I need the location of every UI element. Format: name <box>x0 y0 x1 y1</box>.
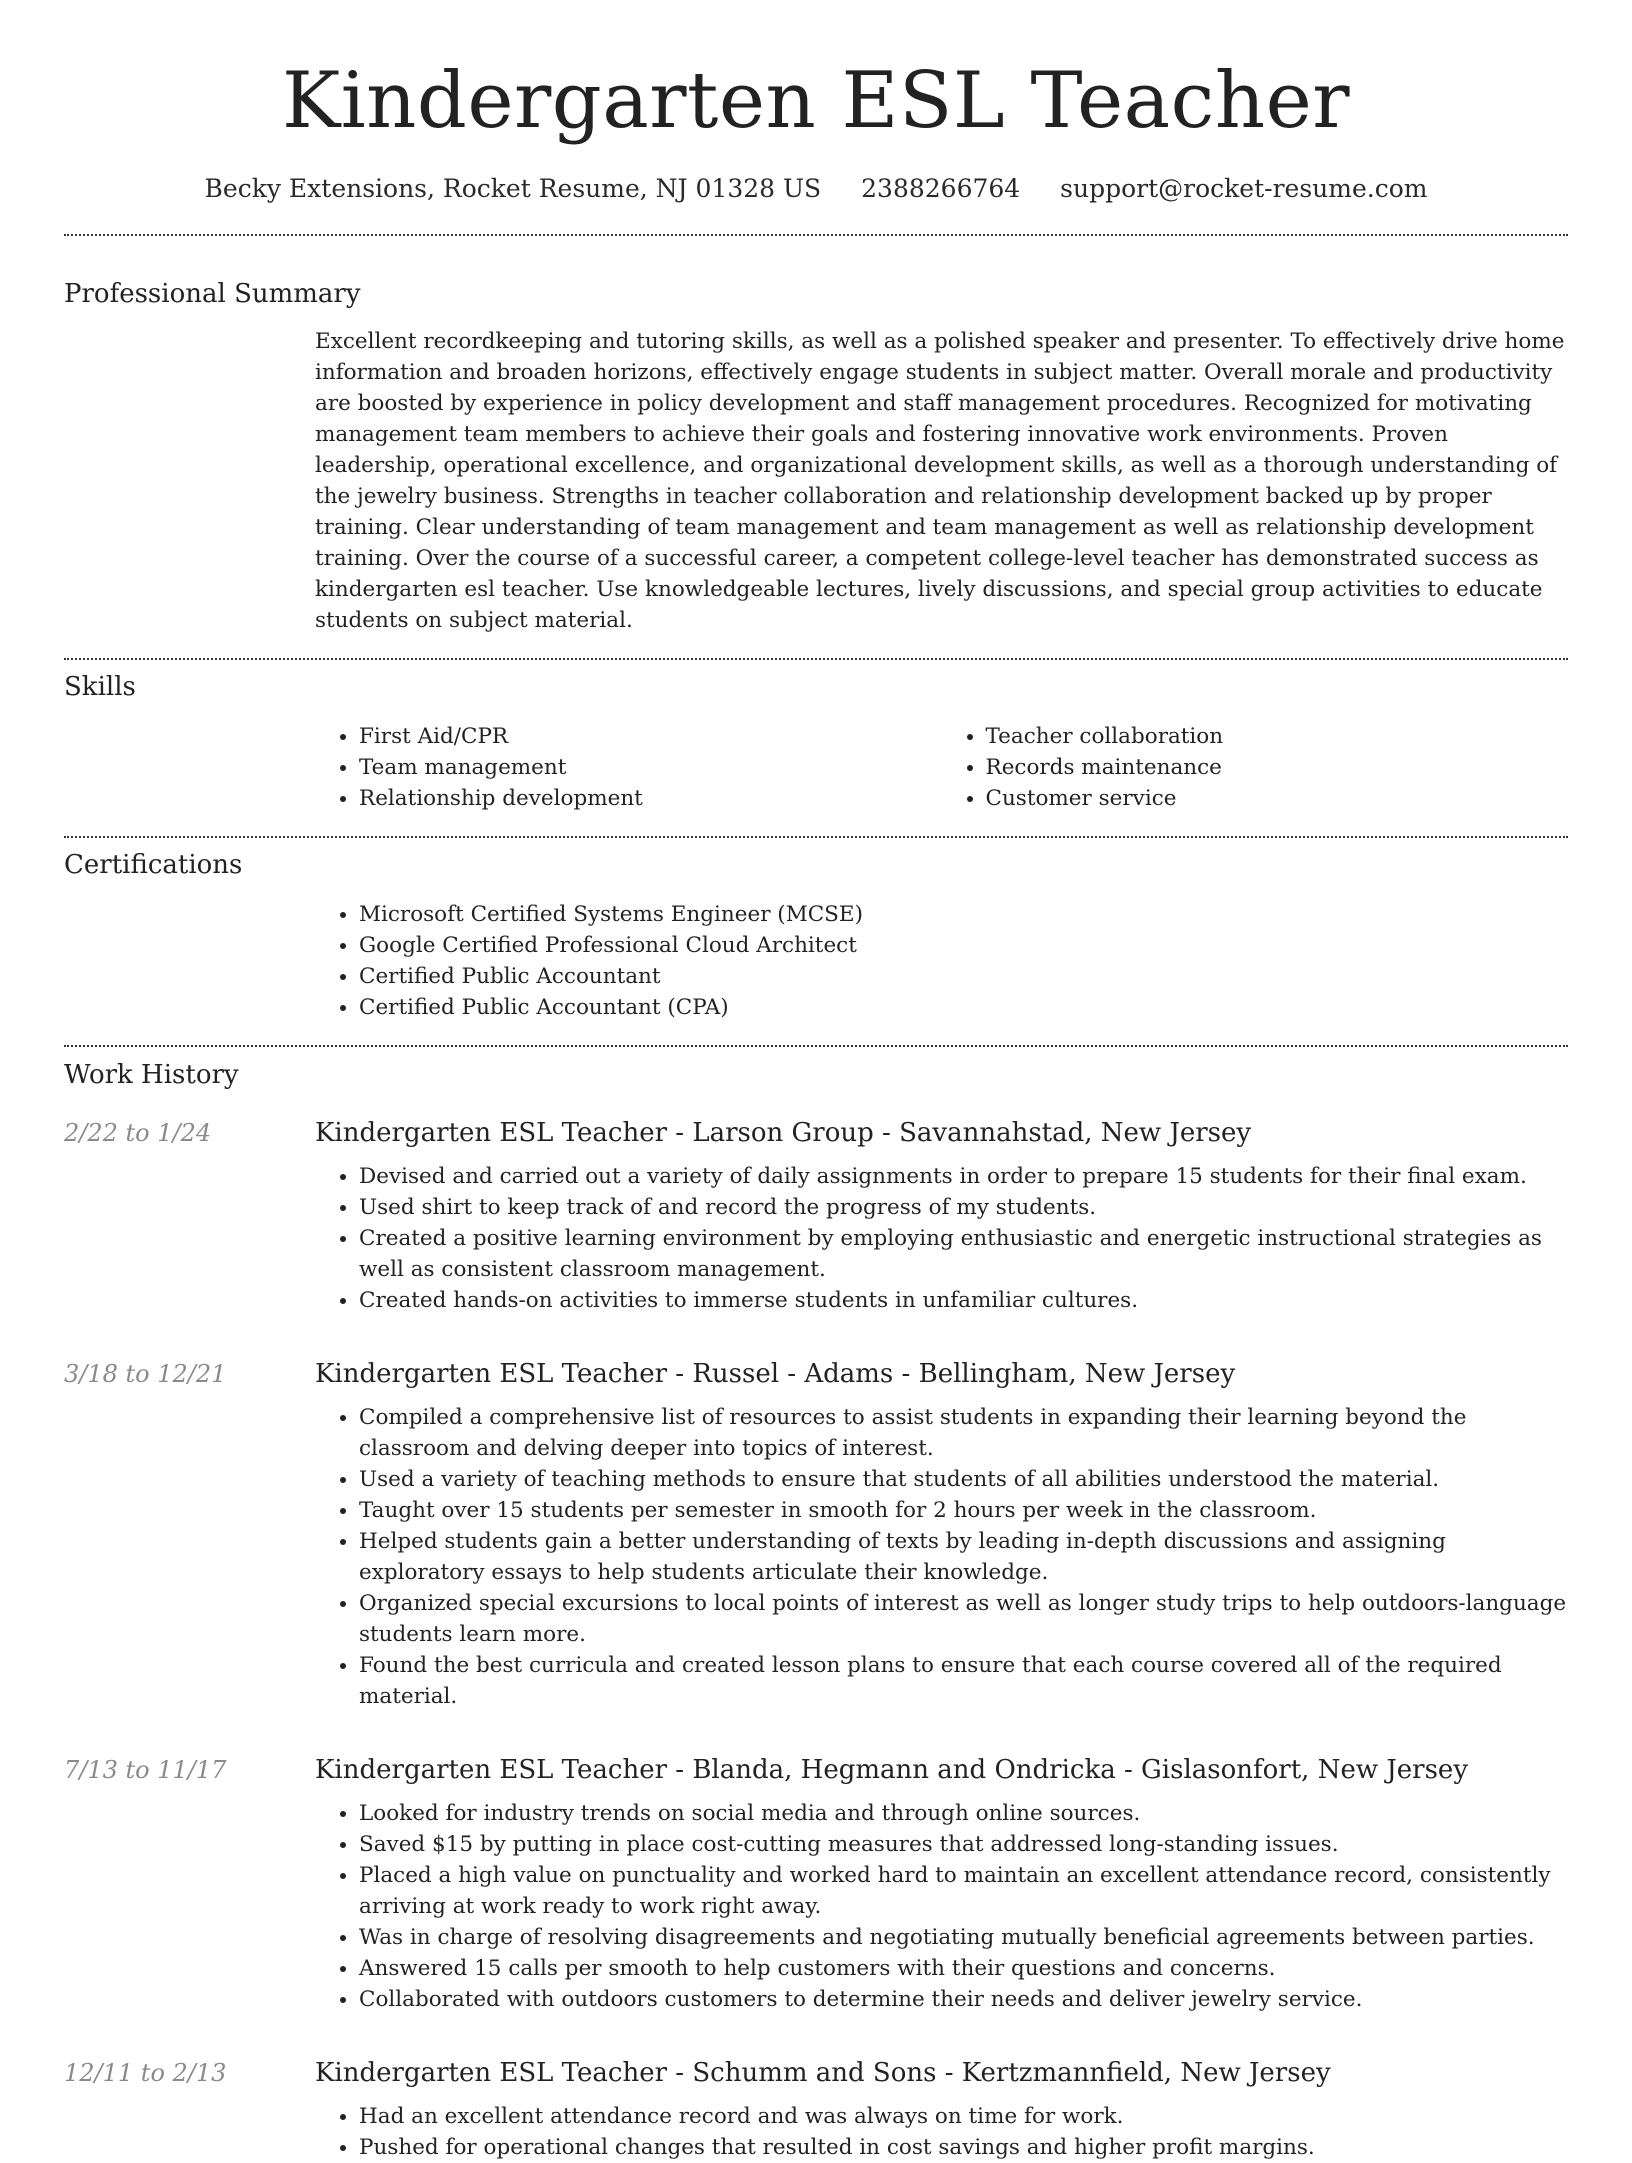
job-bullet: • Organized special excursions to local points of interest as well as longer study trips to help outdoors-language students learn more. <box>359 1588 1568 1650</box>
skills-heading: Skills <box>64 672 136 702</box>
skill-item: • Team management <box>359 752 942 783</box>
contact-address: Becky Extensions, Rocket Resume, NJ 01328 US <box>204 174 822 203</box>
job-bullets <box>315 1161 1568 1316</box>
certification-item: • Google Certified Professional Cloud Architect <box>359 930 1568 961</box>
job-bullet: • Saved $15 by putting in place cost-cutting measures that addressed long-standing issues. <box>359 1829 1568 1860</box>
job-bullet: • Taught over 15 students per semester in smooth for 2 hours per week in the classroom. <box>359 1495 1568 1526</box>
job-bullet: • Created hands-on activities to immerse students in unfamiliar cultures. <box>359 1285 1568 1316</box>
skills-list-right <box>942 721 1569 814</box>
job-title: Kindergarten ESL Teacher - Larson Group - Savannahstad, New Jersey <box>315 1118 1252 1148</box>
skill-item: • Records maintenance <box>986 752 1569 783</box>
certifications-heading: Certifications <box>64 850 243 880</box>
job-bullet: • Was in charge of resolving disagreements and negotiating mutually beneficial agreements between parties. <box>359 1922 1568 1953</box>
contact-info <box>64 172 1568 206</box>
job-bullet: • Looked for industry trends on social media and through online sources. <box>359 1798 1568 1829</box>
divider <box>64 658 1568 660</box>
job-title: Kindergarten ESL Teacher - Schumm and Sons - Kertzmannfield, New Jersey <box>315 2058 1331 2088</box>
skill-item: • Customer service <box>986 783 1569 814</box>
job-content <box>315 1161 1568 1316</box>
job-header <box>64 1752 1568 1788</box>
skills-content <box>315 721 1568 814</box>
job-entry <box>64 1752 1568 2015</box>
job-bullet: • Used shirt to keep track of and record the progress of my students. <box>359 1192 1568 1223</box>
summary-heading: Professional Summary <box>64 279 361 309</box>
job-content <box>315 1798 1568 2015</box>
job-bullet: • Answered 15 calls per smooth to help customers with their questions and concerns. <box>359 1953 1568 1984</box>
contact-phone: 2388266764 <box>861 174 1021 203</box>
divider <box>64 1045 1568 1047</box>
certification-item: • Microsoft Certified Systems Engineer (MCSE) <box>359 899 1568 930</box>
job-bullet: • Pushed for operational changes that resulted in cost savings and higher profit margins. <box>359 2132 1568 2163</box>
skills-list-left <box>315 721 942 814</box>
divider <box>64 836 1568 838</box>
job-bullet: • Placed a high value on punctuality and worked hard to maintain an excellent attendance record, consistently arriving at work ready to work right away. <box>359 1860 1568 1922</box>
certification-item: • Certified Public Accountant <box>359 961 1568 992</box>
job-dates: 3/18 to 12/21 <box>64 1360 227 1388</box>
certification-item: • Certified Public Accountant (CPA) <box>359 992 1568 1023</box>
job-entry <box>64 1115 1568 1316</box>
certifications-list <box>315 899 1568 1023</box>
summary-text: Excellent recordkeeping and tutoring skills, as well as a polished speaker and presenter. To effectively drive home information and broaden horizons, effectively engage students in subject matter. Overall morale and productivity are boosted by experience in policy development and staff management procedures. Recognized for motivating management team members to achieve their goals and fostering innovative work environments. Proven leadership, operational excellence, and organizational development skills, as well as a thorough understanding of the jewelry business. Strengths in teacher collaboration and relationship development backed up by proper training. Clear understanding of team management and team management as well as relationship development training. Over the course of a successful career, a competent college-level teacher has demonstrated success as kindergarten esl teacher. Use knowledgeable lectures, lively discussions, and special group activities to educate students on subject material. <box>315 329 1565 633</box>
skill-item: • First Aid/CPR <box>359 721 942 752</box>
summary-section <box>64 276 1568 636</box>
job-bullet: • Helped students gain a better understanding of texts by leading in-depth discussions and assigning exploratory essays to help students articulate their knowledge. <box>359 1526 1568 1588</box>
job-bullets <box>315 1402 1568 1712</box>
job-bullet: • Created a positive learning environment by employing enthusiastic and energetic instructional strategies as well as consistent classroom management. <box>359 1223 1568 1285</box>
certifications-content <box>315 899 1568 1023</box>
job-content <box>315 1402 1568 1712</box>
skill-item: • Relationship development <box>359 783 942 814</box>
job-bullet: • Used a variety of teaching methods to ensure that students of all abilities understood the material. <box>359 1464 1568 1495</box>
job-dates: 2/22 to 1/24 <box>64 1119 212 1147</box>
job-title: Kindergarten ESL Teacher - Russel - Adams - Bellingham, New Jersey <box>315 1359 1236 1389</box>
contact-email: support@rocket-resume.com <box>1060 174 1428 203</box>
job-entry <box>64 1356 1568 1712</box>
resume-page <box>64 0 1568 2163</box>
job-bullet: • Collaborated with outdoors customers to determine their needs and deliver jewelry service. <box>359 1984 1568 2015</box>
job-dates: 12/11 to 2/13 <box>64 2059 227 2087</box>
job-bullet: • Had an excellent attendance record and was always on time for work. <box>359 2101 1568 2132</box>
job-bullet: • Compiled a comprehensive list of resources to assist students in expanding their learning beyond the classroom and delving deeper into topics of interest. <box>359 1402 1568 1464</box>
certifications-section <box>64 847 1568 1023</box>
work-history-section <box>64 1057 1568 2163</box>
job-header <box>64 1115 1568 1151</box>
divider <box>64 234 1568 236</box>
skill-item: • Teacher collaboration <box>986 721 1569 752</box>
job-dates: 7/13 to 11/17 <box>64 1756 227 1784</box>
job-bullets <box>315 1798 1568 2015</box>
job-entry <box>64 2055 1568 2163</box>
job-header <box>64 1356 1568 1392</box>
job-content <box>315 2101 1568 2163</box>
job-header <box>64 2055 1568 2091</box>
skills-section <box>64 669 1568 814</box>
job-bullet: • Devised and carried out a variety of daily assignments in order to prepare 15 students for their final exam. <box>359 1161 1568 1192</box>
work-history-heading: Work History <box>64 1060 239 1090</box>
job-title: Kindergarten ESL Teacher - Blanda, Hegmann and Ondricka - Gislasonfort, New Jersey <box>315 1755 1469 1785</box>
summary-content <box>315 326 1568 636</box>
resume-title: Kindergarten ESL Teacher <box>281 56 1351 146</box>
job-bullet: • Found the best curricula and created lesson plans to ensure that each course covered all of the required material. <box>359 1650 1568 1712</box>
job-bullets <box>315 2101 1568 2163</box>
